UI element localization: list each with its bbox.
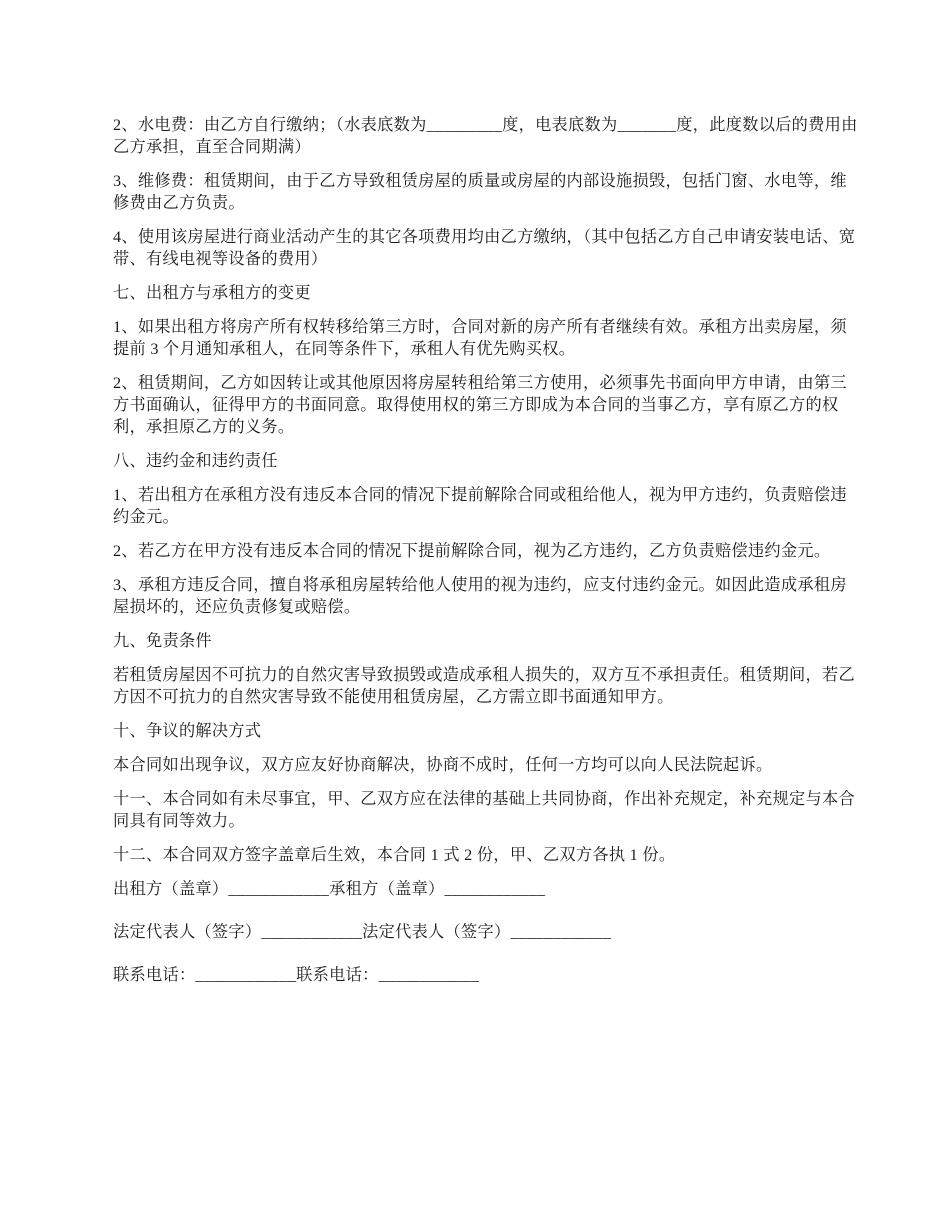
section-11-clause: 十一、本合同如有未尽事宜，甲、乙双方应在法律的基础上共同协商，作出补充规定，补充规定与本合同具有同等效力。	[113, 790, 855, 830]
dispute-clause: 本合同如出现争议，双方应友好协商解决，协商不成时，任何一方均可以向人民法院起诉。	[113, 756, 773, 774]
repair-clause: 3、维修费：租赁期间，由于乙方导致租赁房屋的质量或房屋的内部设施损毁，包括门窗、水电等，维修费由乙方负责。	[113, 172, 847, 212]
breach-clause-3: 3、承租方违反合同，擅自将承租房屋转给他人使用的视为违约，应支付违约金元。如因此造成承租房屋损坏的，还应负责修复或赔偿。	[113, 576, 847, 616]
utilities-clause: 2、水电费：由乙方自行缴纳；（水表底数为_________度，电表底数为_______度，此度数以后的费用由乙方承担，直至合同期满）	[113, 116, 858, 156]
breach-clause-1: 1、若出租方在承租方没有违反本合同的情况下提前解除合同或租给他人，视为甲方违约，负责赔偿违约金元。	[113, 486, 847, 526]
phone-line: 联系电话：____________联系电话：____________	[113, 966, 480, 984]
contract-page	[113, 114, 858, 1007]
section-9-heading: 九、免责条件	[113, 632, 212, 650]
section-10-heading: 十、争议的解决方式	[113, 722, 262, 740]
section-8-heading: 八、违约金和违约责任	[113, 452, 278, 470]
signature-line: 法定代表人（签字）____________法定代表人（签字）____________	[113, 923, 612, 941]
other-fees-clause: 4、使用该房屋进行商业活动产生的其它各项费用均由乙方缴纳，（其中包括乙方自己申请安装电话、宽带、有线电视等设备的费用）	[113, 228, 856, 268]
section-7-heading: 七、出租方与承租方的变更	[113, 284, 311, 302]
transfer-clause-1: 1、如果出租方将房产所有权转移给第三方时，合同对新的房产所有者继续有效。承租方出卖房屋，须提前 3 个月通知承租人，在同等条件下，承租人有优先购买权。	[113, 318, 847, 358]
section-12-clause: 十二、本合同双方签字盖章后生效，本合同 1 式 2 份，甲、乙双方各执 1 份。	[113, 846, 676, 864]
transfer-clause-2: 2、租赁期间，乙方如因转让或其他原因将房屋转租给第三方使用，必须事先书面向甲方申请，由第三方书面确认，征得甲方的书面同意。取得使用权的第三方即成为本合同的当事乙方，享有原乙方的权利，承担原乙方的义务。	[113, 374, 847, 436]
breach-clause-2: 2、若乙方在甲方没有违反本合同的情况下提前解除合同，视为乙方违约，乙方负责赔偿违约金元。	[113, 542, 831, 560]
seal-line: 出租方（盖章）____________承租方（盖章）____________	[113, 880, 546, 898]
force-majeure-clause: 若租赁房屋因不可抗力的自然灾害导致损毁或造成承租人损失的，双方互不承担责任。租赁期间，若乙方因不可抗力的自然灾害导致不能使用租赁房屋，乙方需立即书面通知甲方。	[113, 666, 855, 706]
